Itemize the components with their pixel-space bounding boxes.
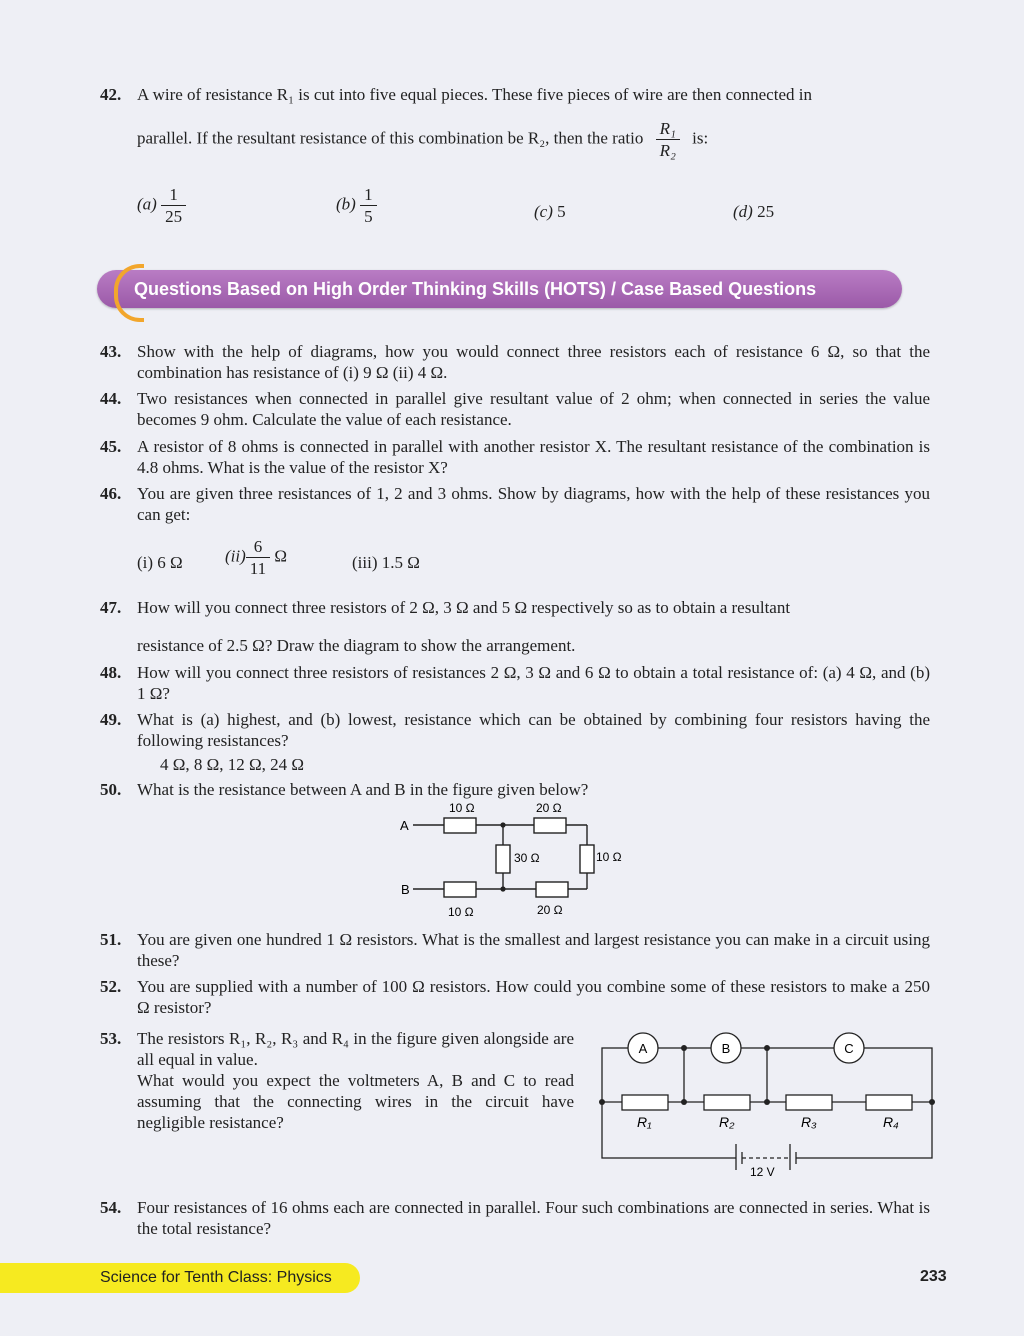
fraction-numerator: 1 — [364, 185, 373, 204]
question-number: 47. — [100, 598, 122, 617]
fraction-denominator: 11 — [246, 557, 270, 579]
option-value: 5 — [557, 202, 566, 221]
question-number: 51. — [100, 930, 122, 949]
question-text: You are given three resistances of 1, 2 and 3 ohms. Show by diagrams, how with the help of these resistances you can get: — [137, 484, 930, 524]
resistor-label: 10 Ω — [448, 905, 474, 919]
junction-dot — [681, 1045, 687, 1051]
question-number: 46. — [100, 484, 122, 503]
option-value: 25 — [757, 202, 775, 221]
resistor-label: 20 Ω — [537, 903, 563, 917]
fraction-denominator: R₂ — [656, 139, 680, 161]
fraction-denominator: 25 — [161, 205, 186, 227]
resistor-label: R₁ — [637, 1114, 652, 1130]
resistor-label: R₄ — [883, 1114, 899, 1130]
voltmeter-b-label: B — [721, 1041, 731, 1056]
resistance-values: 4 Ω, 8 Ω, 12 Ω, 24 Ω — [160, 755, 305, 774]
question-text: What is the resistance between A and B in the figure given below? — [137, 780, 589, 799]
question-text: Show with the help of diagrams, how you would connect three resistors each of resistance 6 Ω, so that the combination has resistance of (i) 9 Ω (ii) 4 Ω. — [137, 342, 930, 382]
question-text: A wire of resistance R₁ is cut into five equal pieces. These five pieces of wire are then connected in — [137, 85, 812, 104]
resistor-label: R₃ — [801, 1114, 817, 1130]
option-label: (ii) — [225, 546, 246, 566]
junction-dot — [929, 1099, 935, 1105]
unit: Ω — [274, 546, 288, 566]
question-text: How will you connect three resistors of 2 Ω, 3 Ω and 5 Ω respectively so as to obtain a resultant — [137, 598, 791, 617]
question-text: is: — [692, 128, 709, 148]
resistor-label: 10 Ω — [449, 801, 475, 815]
resistor-label: R₂ — [719, 1114, 735, 1130]
question-text: What is (a) highest, and (b) lowest, resistance which can be obtained by combining four resistors having the following resistances? — [137, 710, 930, 750]
resistor-label: 30 Ω — [514, 851, 540, 865]
question-number: 52. — [100, 977, 122, 996]
resistor-label: 20 Ω — [536, 801, 562, 815]
question-number: 49. — [100, 710, 122, 729]
question-number: 45. — [100, 437, 122, 456]
option-i: (i) 6 Ω — [137, 553, 183, 572]
question-number: 48. — [100, 663, 122, 682]
option-iii: (iii) 1.5 Ω — [352, 553, 420, 572]
section-title: Questions Based on High Order Thinking Skills (HOTS) / Case Based Questions — [134, 279, 817, 299]
question-text: What would you expect the voltmeters A, B and C to read assuming that the connecting wires in the circuit have negligible resistance? — [137, 1071, 574, 1132]
junction-dot — [599, 1099, 605, 1105]
question-text: How will you connect three resistors of resistances 2 Ω, 3 Ω and 6 Ω to obtain a total resistance of: (a) 4 Ω, and (b) 1 Ω? — [137, 663, 930, 703]
junction-dot — [681, 1099, 687, 1105]
question-number: 54. — [100, 1198, 122, 1217]
question-text: The resistors R₁, R₂, R₃ and R₄ in the figure given alongside are all equal in value. — [137, 1029, 574, 1069]
terminal-a-label: A — [400, 818, 409, 833]
fraction-numerator: 1 — [169, 185, 178, 204]
junction-dot — [764, 1045, 770, 1051]
fraction-numerator: 6 — [253, 537, 263, 556]
question-text: You are given one hundred 1 Ω resistors. What is the smallest and largest resistance you can make in a circuit using these? — [137, 930, 930, 970]
footer-book-title: Science for Tenth Class: Physics — [100, 1269, 332, 1286]
battery-label: 12 V — [750, 1165, 775, 1179]
fraction-denominator: 5 — [360, 205, 377, 227]
question-text-continued: resistance of 2.5 Ω? Draw the diagram to show the arrangement. — [137, 636, 576, 655]
question-54 — [100, 1197, 930, 1239]
fraction-numerator: R₁ — [659, 119, 676, 138]
question-text: Two resistances when connected in parallel give resultant value of 2 ohm; when connected in series the value becomes 9 ohm. Calculate the value of each resistance. — [137, 389, 930, 429]
resistor-label: 10 Ω — [596, 850, 622, 864]
terminal-b-label: B — [401, 882, 410, 897]
question-text: parallel. If the resultant resistance of this combination be R₂, then the ratio — [137, 128, 644, 148]
page-number: 233 — [920, 1268, 947, 1285]
question-text: You are supplied with a number of 100 Ω resistors. How could you combine some of these resistors to make a 250 Ω resistor? — [137, 977, 930, 1017]
question-text: Four resistances of 16 ohms each are connected in parallel. Four such combinations are connected in series. What is the total resistance? — [137, 1198, 930, 1238]
option-label: (c) — [534, 202, 553, 221]
voltmeter-a-label: A — [638, 1041, 648, 1056]
question-number: 42. — [100, 85, 122, 104]
question-number: 50. — [100, 780, 122, 799]
option-label: (a) — [137, 194, 157, 214]
question-number: 53. — [100, 1029, 122, 1048]
question-number: 44. — [100, 389, 122, 408]
option-label: (d) — [733, 202, 753, 221]
question-number: 43. — [100, 342, 122, 361]
voltmeter-c-label: C — [844, 1041, 854, 1056]
junction-dot — [764, 1099, 770, 1105]
question-text: A resistor of 8 ohms is connected in parallel with another resistor X. The resultant resistance of the combination is 4.8 ohms. What is the value of the resistor X? — [137, 437, 930, 477]
option-label: (b) — [336, 194, 356, 214]
